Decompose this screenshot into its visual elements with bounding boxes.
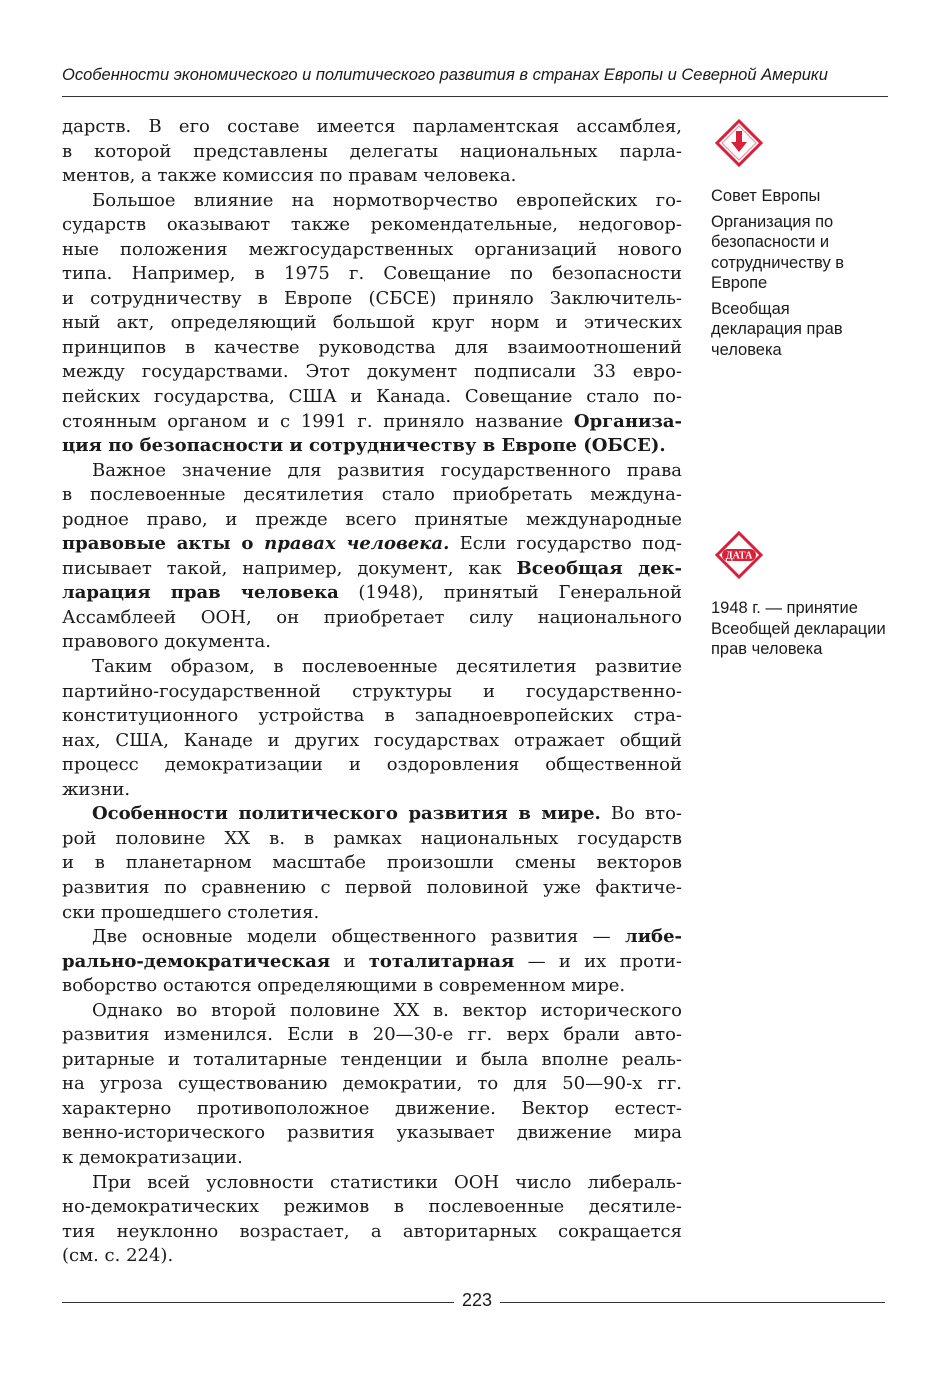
- text-line: [62, 950, 682, 975]
- text-line: [62, 213, 682, 238]
- emphasized-text: тоталитарная: [368, 950, 515, 972]
- text-span: сударств оказывают также рекомендательные, недоговор-: [62, 214, 682, 236]
- text-span: воборство остаются определяющими в современном мире.: [62, 975, 626, 997]
- text-line: [62, 140, 682, 165]
- text-span: Большое влияние на нормотворчество европейских го-: [92, 189, 682, 211]
- date-label: ДАТА: [725, 550, 753, 562]
- text-span: и сотрудничеству в Европе (СБСЕ) приняло Заключитель-: [62, 287, 682, 309]
- text-line: [62, 704, 682, 729]
- text-line: [62, 729, 682, 754]
- text-span: жизни.: [62, 778, 131, 800]
- text-span: — и их проти-: [514, 950, 682, 972]
- date-note: 1948 г. — принятие Всеобщей декларации прав человека: [711, 599, 886, 658]
- text-line: [62, 974, 682, 999]
- text-span: конституционного устройства в западноевропейских стра-: [62, 705, 682, 727]
- text-span: нах, США, Канаде и других государствах отражает общий: [62, 729, 682, 751]
- text-line: [62, 581, 682, 606]
- text-span: развития по сравнению с первой половиной уже фактиче-: [62, 876, 682, 898]
- text-line: [62, 1146, 682, 1171]
- text-span: тия неуклонно возрастает, а авторитарных сокращается: [62, 1220, 682, 1242]
- text-line: [62, 1048, 682, 1073]
- text-line: [62, 778, 682, 803]
- emphasized-text: правовые акты о: [62, 533, 265, 555]
- text-line: [62, 901, 682, 926]
- term: Организация по безопасности и сотрудничеству в Европе: [711, 212, 845, 292]
- text-line: [62, 606, 682, 631]
- text-line: [62, 360, 682, 385]
- text-line: [62, 434, 682, 459]
- text-span: и в планетарном масштабе произошли смены векторов: [62, 852, 682, 874]
- text-span: ритарные и тоталитарные тенденции и была вполне реаль-: [62, 1048, 682, 1070]
- text-span: При всей условности статистики ООН число либераль-: [92, 1171, 682, 1193]
- text-span: между государствами. Этот документ подписали 33 евро-: [62, 361, 682, 383]
- text-line: [62, 1097, 682, 1122]
- text-span: типа. Например, в 1975 г. Совещание по безопасности: [62, 263, 682, 285]
- text-line: [62, 115, 682, 140]
- text-span: Во вто-: [600, 803, 682, 825]
- diamond-arrow-down-icon: [714, 118, 764, 168]
- text-line: [62, 1195, 682, 1220]
- emphasized-text: ларация прав человека: [62, 582, 339, 604]
- margin-terms: [711, 186, 911, 365]
- text-span: в послевоенные десятилетия стало приобретать междуна-: [62, 484, 682, 506]
- header-divider: [62, 96, 888, 97]
- text-span: и: [330, 950, 369, 972]
- text-line: [62, 1121, 682, 1146]
- text-line: [62, 238, 682, 263]
- text-span: в которой представлены делегаты национальных парла-: [62, 140, 682, 162]
- text-line: [62, 508, 682, 533]
- text-line: [62, 385, 682, 410]
- text-span: (1948), принятый Генеральной: [338, 582, 682, 604]
- text-line: [62, 336, 682, 361]
- emphasized-text: рально-демократическая: [62, 950, 331, 972]
- text-span: стоянным органом и с 1991 г. приняло название: [62, 410, 574, 432]
- text-line: [62, 459, 682, 484]
- text-line: [62, 999, 682, 1024]
- text-span: писывает такой, например, документ, как: [62, 557, 517, 579]
- text-span: (см. с. 224).: [62, 1245, 174, 1267]
- text-line: [62, 1220, 682, 1245]
- term: Совет Европы: [711, 187, 821, 205]
- text-span: венно-исторического развития указывает движение мира: [62, 1122, 682, 1144]
- text-line: [62, 802, 682, 827]
- text-span: дарств. В его составе имеется парламентская ассамблея,: [62, 116, 682, 137]
- emphasized-text: Всеобщая дек-: [516, 557, 682, 579]
- text-span: Важное значение для развития государственного права: [92, 459, 682, 481]
- text-span: правового документа.: [62, 631, 272, 653]
- text-line: [62, 410, 682, 435]
- footer-divider-left: [62, 1302, 454, 1303]
- text-line: [62, 827, 682, 852]
- text-span: Если государство под-: [449, 533, 682, 555]
- text-line: [62, 164, 682, 189]
- text-line: [62, 655, 682, 680]
- text-line: [62, 630, 682, 655]
- text-line: [62, 557, 682, 582]
- text-span: Ассамблеей ООН, он приобретает силу национального: [62, 606, 682, 628]
- text-line: [62, 851, 682, 876]
- main-text: [62, 115, 682, 1269]
- text-span: родное право, и прежде всего принятые международные: [62, 508, 682, 530]
- text-line: [62, 1244, 682, 1269]
- text-span: ски прошедшего столетия.: [62, 901, 320, 923]
- text-line: [62, 1171, 682, 1196]
- emphasized-text: правах человека.: [264, 533, 450, 555]
- text-line: [62, 925, 682, 950]
- text-line: [62, 532, 682, 557]
- term: Всеобщая декларация прав человека: [711, 299, 843, 359]
- text-line: [62, 680, 682, 705]
- text-line: [62, 876, 682, 901]
- emphasized-text: Организа-: [573, 410, 682, 432]
- text-line: [62, 1023, 682, 1048]
- text-span: рой половине XX в. в рамках национальных государств: [62, 827, 682, 849]
- text-line: [62, 262, 682, 287]
- date-diamond-icon: [714, 530, 764, 580]
- text-span: процесс демократизации и оздоровления общественной: [62, 754, 682, 776]
- text-span: Таким образом, в послевоенные десятилетия развитие: [92, 656, 682, 678]
- text-span: на угроза существованию демократии, то для 50—90-х гг.: [62, 1073, 682, 1095]
- text-span: развития изменился. Если в 20—30-е гг. верх брали авто-: [62, 1024, 682, 1046]
- text-line: [62, 287, 682, 312]
- text-line: [62, 189, 682, 214]
- text-line: [62, 311, 682, 336]
- text-span: но-демократических режимов в послевоенные десятиле-: [62, 1196, 682, 1218]
- emphasized-text: либе-: [625, 926, 682, 948]
- text-span: принципов в качестве руководства для взаимоотношений: [62, 336, 682, 358]
- text-span: Две основные модели общественного развития —: [92, 926, 626, 948]
- emphasized-text: ция по безопасности и сотрудничеству в Европе (ОБСЕ).: [62, 435, 666, 457]
- text-span: пейских государства, США и Канада. Совещание стало по-: [62, 386, 682, 408]
- text-span: партийно-государственной структуры и государственно-: [62, 680, 682, 702]
- text-line: [62, 753, 682, 778]
- text-span: к демократизации.: [62, 1146, 243, 1168]
- emphasized-text: Особенности политического развития в мире.: [92, 803, 601, 825]
- text-span: ные положения межгосударственных организаций нового: [62, 238, 682, 260]
- text-span: характерно противоположное движение. Вектор естест-: [62, 1097, 682, 1119]
- text-line: [62, 1072, 682, 1097]
- text-span: ный акт, определяющий большой круг норм и этических: [62, 312, 682, 334]
- text-line: [62, 483, 682, 508]
- text-span: Однако во второй половине XX в. вектор исторического: [92, 999, 682, 1021]
- page-number: 223: [461, 1290, 493, 1310]
- text-span: ментов, а также комиссия по правам человека.: [62, 165, 517, 187]
- footer-divider-right: [500, 1302, 885, 1303]
- running-header: Особенности экономического и политического развития в странах Европы и Северной Америки: [62, 66, 828, 84]
